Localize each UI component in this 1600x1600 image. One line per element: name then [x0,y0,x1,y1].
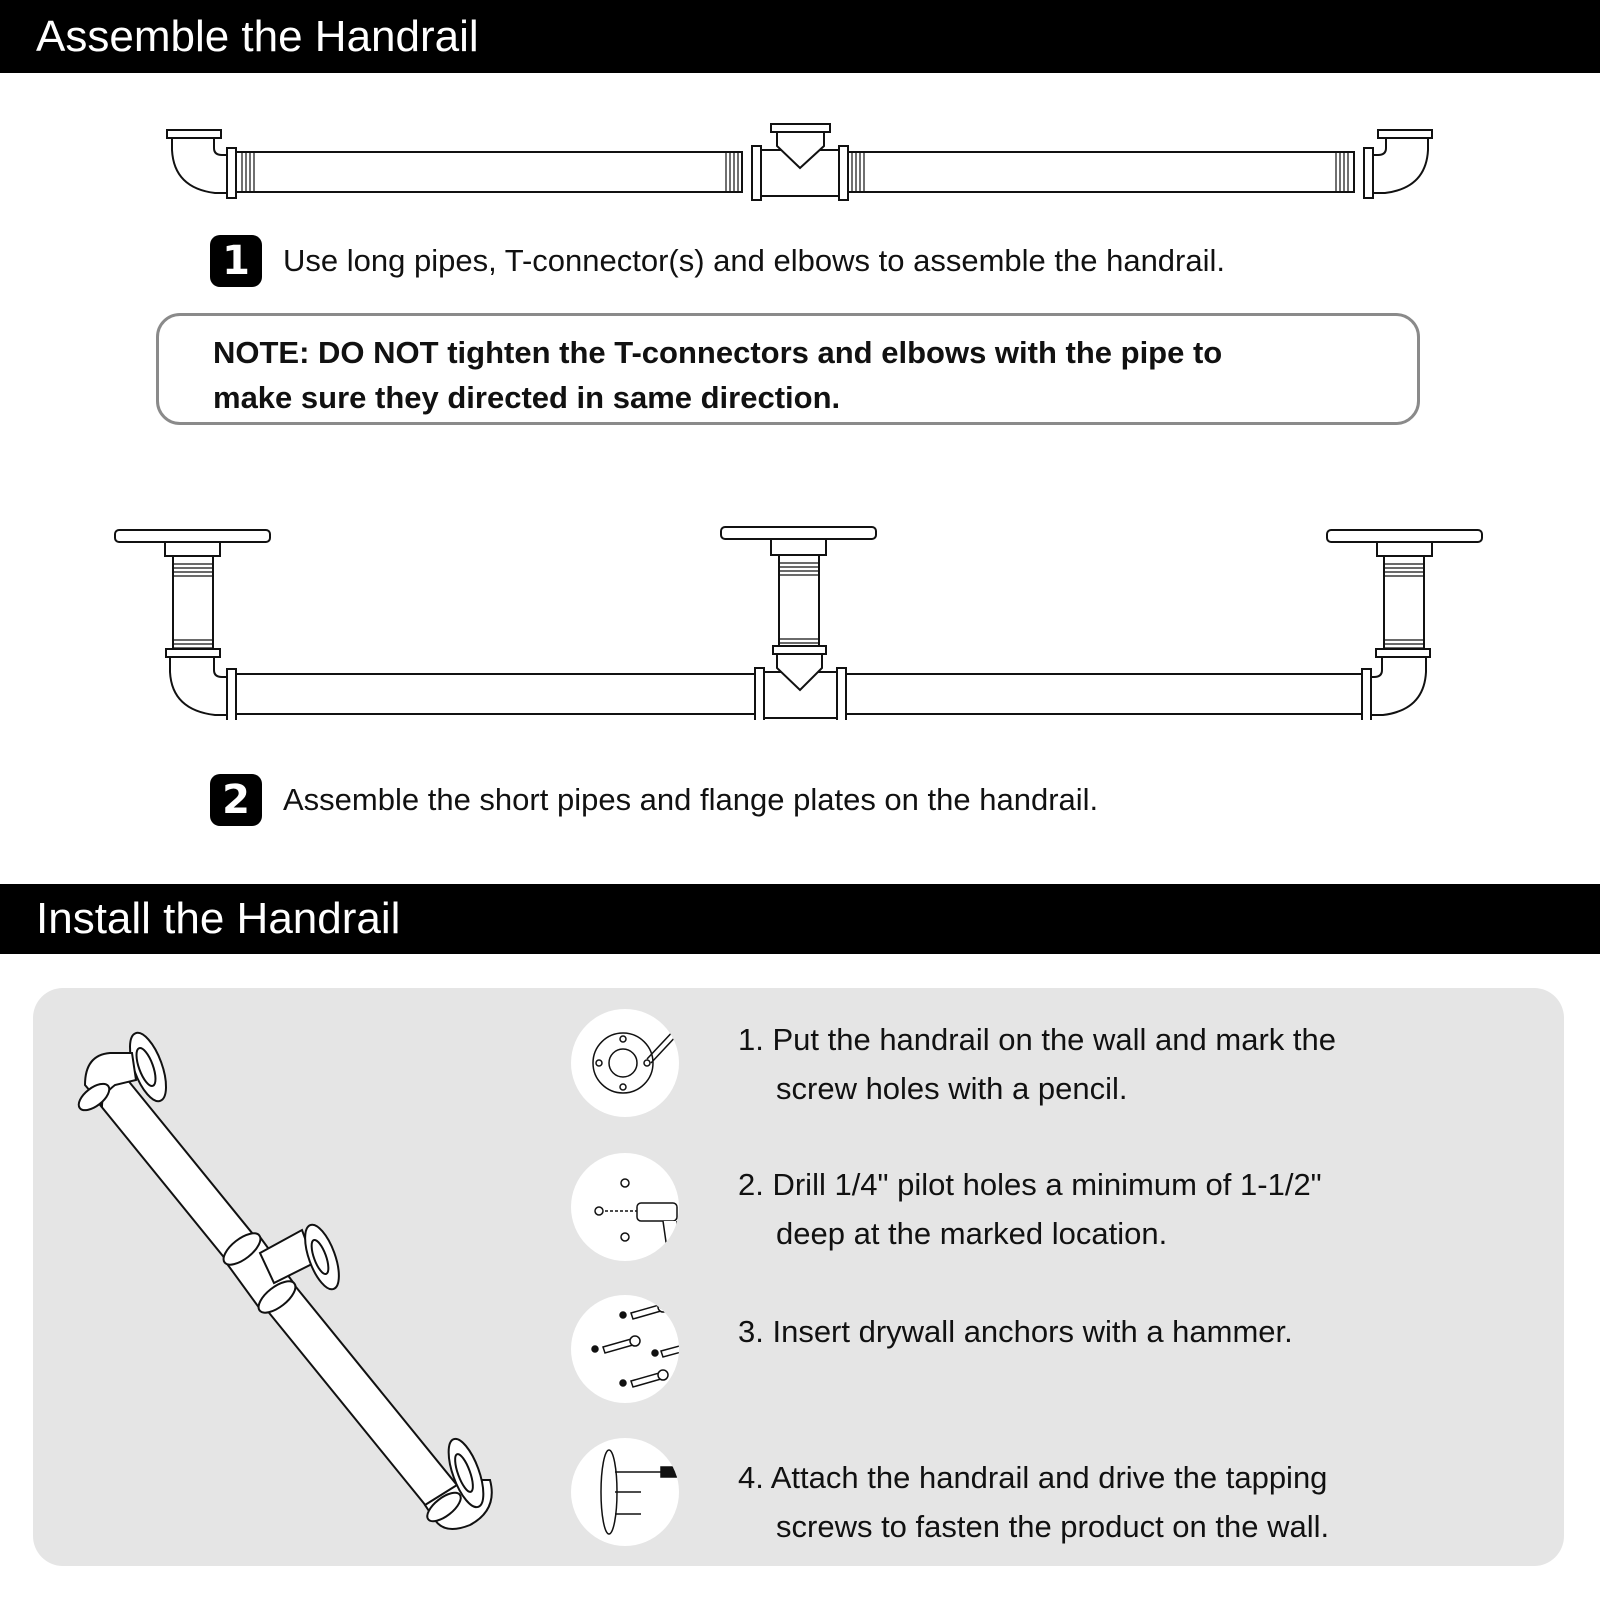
install-step-2 [738,1160,1322,1258]
assemble-section-title: Assemble the Handrail [36,11,479,61]
install-step-2-line-1: 2. Drill 1/4" pilot holes a minimum of 1-1/2" [738,1167,1322,1202]
install-step-3 [738,1307,1293,1356]
step-1-badge: 1 [210,235,262,287]
pencil-mark-icon [571,1009,679,1117]
install-step-4-line-2: screws to fasten the product on the wall. [776,1509,1330,1544]
drill-icon [571,1153,679,1261]
install-step-1-line-2: screw holes with a pencil. [776,1071,1128,1106]
screwdriver-icon [571,1438,679,1546]
install-section-header [0,884,1600,954]
note-line-2: make sure they directed in same direction. [213,380,841,415]
handrail-assembly-diagram-1 [0,120,1600,210]
step-2-text: Assemble the short pipes and flange plates on the handrail. [283,782,1099,817]
install-step-4 [738,1453,1329,1551]
install-step-1-line-1: 1. Put the handrail on the wall and mark the [738,1022,1336,1057]
install-section-title: Install the Handrail [36,894,401,943]
assemble-section-header [0,0,1600,73]
step-1-text: Use long pipes, T-connector(s) and elbows to assemble the handrail. [283,243,1226,278]
install-step-2-line-2: deep at the marked location. [776,1216,1168,1251]
install-step-4-line-1: 4. Attach the handrail and drive the tapping [738,1460,1328,1495]
install-step-1 [738,1015,1336,1113]
anchor-icon [571,1295,679,1403]
note-box [156,313,1420,425]
handrail-assembly-diagram-2 [0,520,1600,720]
step-2-badge: 2 [210,774,262,826]
note-line-1: NOTE: DO NOT tighten the T-connectors and elbows with the pipe to [213,335,1223,370]
installed-handrail-illustration [70,1025,520,1545]
install-step-3-line-1: 3. Insert drywall anchors with a hammer. [738,1314,1293,1349]
